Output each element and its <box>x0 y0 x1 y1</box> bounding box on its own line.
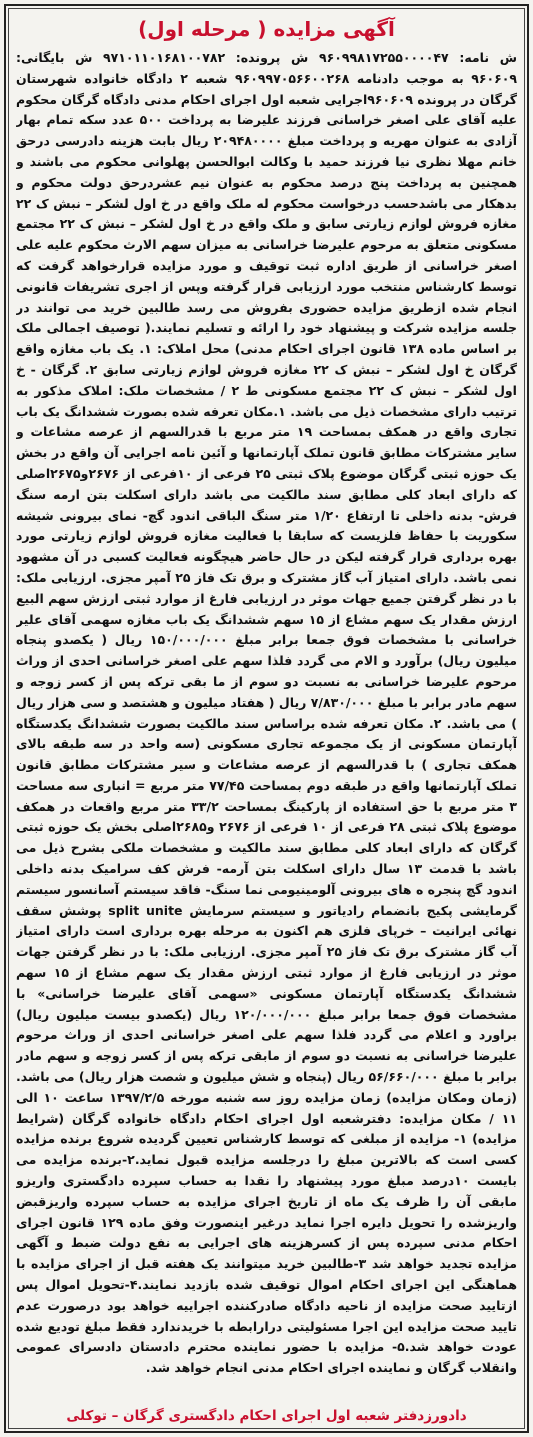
notice-title: آگهی مزایده ( مرحله اول) <box>138 17 395 41</box>
notice-signature: دادورزدفتر شعبه اول اجرای احکام دادگستری گرگان – توکلی <box>66 1408 467 1424</box>
notice-body <box>16 48 517 1396</box>
notice-paragraph: ش نامه: ۹۶۰۹۹۸۱۷۲۵۵۰۰۰۰۴۷ ش پرونده: ۹۷۱۰۱۱۰۱۶۸۱۰۰۷۸۲ ش بایگانی: ۹۶۰۶۰۹ به موجب دادنامه ۹۶۰۹۹۷۰۵۶۶۰۰۲۶۸ شعبه ۲ دادگاه خانواده شهرستان گرگان در پرونده ۹۶۰۶۰۹اجرایی شعبه اول اجرای احکام مدنی دادگاه گرگان محکوم علیه آقای علی اصغر خراسانی فرزند علیرضا به پرداخت ۵۰۰ عدد سکه تمام بهار آزادی به عنوان مهریه و پرداخت مبلغ ۲۰۹۴۸۰۰۰۰ ریال بابت هزینه دادرسی درحق خانم مهلا نظری نیا فرزند حمید با وکالت ابوالحسن پهلوانی محکوم می باشند و همچنین به پرداخت پنج درصد محکوم به عنوان نیم عشردرحق دولت محکوم و بدهکار می باشدحسب درخواست محکوم له ملک واقع در خ اول لشکر – نبش ک ۲۲ مغازه فروش لوازم زیارتی سابق و ملک واقع در خ اول لشکر – نبش ک ۲۲ مجتمع مسکونی متعلق به مرحوم علیرضا خراسانی به میزان سهم الارث محکوم علیه علی اصغر خراسانی از طریق اداره ثبت توقیف و مورد مزایده قرارخواهد گرفت که توسط کارشناس منتخب مورد ارزیابی قرار گرفته وپس از اجری تشریفات قانونی انجام شده ازطریق مزایده حضوری بفروش می رسد طالبین خرید می توانند در جلسه مزایده شرکت و پیشنهاد خود را ارائه و تسلیم نمایند.( توصیف اجمالی ملک بر اساس ماده ۱۳۸ قانون اجرای احکام مدنی) محل املاک: ۱. یک باب مغازه واقع گرگان خ اول لشکر – نبش ک ۲۲ مغازه فروش لوازم زیارتی سابق ۲. گرگان - خ اول لشکر – نبش ک ۲۲ مجتمع مسکونی ط ۲ / مشخصات ملک: املاک مذکور به ترتیب دارای مشخصات ذیل می باشد. ۱.مکان تعرفه شده بصورت ششدانگ یک باب تجاری واقع در همکف بمساحت ۱۹ متر مربع با قدرالسهم از عرصه مشاعات و سایر مشترکات مطابق قانون تملک آپارتمانها و آئین نامه اجرایی آن واقع در بخش یک حوزه ثبتی گرگان موضوع پلاک ثبتی ۲۵ فرعی از ۱۰فرعی از ۲۶۷۶و۲۶۷۵اصلی که دارای ابعاد کلی مطابق سند مالکیت می باشد دارای اسکلت بتن ارمه سنگ فرش- بدنه داخلی تا ارتفاع ۱/۲۰ متر سنگ الباقی اندود گچ- نمای بیرونی شیشه سکوریت با حفاظ فلزیست که سابقا با فعالیت مغازه فروش لوازم زیارتی مورد بهره برداری قرار گرفته لیکن در حال حاضر هیچگونه فعالیت کسبی در آن مشهود نمی باشد. دارای امتیاز آب گاز مشترک و برق تک فاز ۲۵ آمپر مجزی. ارزیابی ملک: با در نظر گرفتن جمیع جهات موثر در ارزیابی فارغ از موارد ثبتی ارزش سهم البیع ارزش مقدار یک سهم مشاع از ۱۵ سهم ششدانگ یک باب مغازه سهمی آقای علیر خراسانی با مشخصات فوق جمعا برابر مبلغ ۱۵۰/۰۰۰/۰۰۰ ریال ( یکصدو پنجاه میلیون ریال) برآورد و الام می گردد فلذا سهم علی اصغر خراسانی احدی از وراث مرحوم علیرضا خراسانی به نسبت دو سوم از ما بقی ترکه پس از کسر زوجه و سهم مادر برابر با مبلغ ۷/۸۳۰/۰۰۰ ریال ( هفتاد میلیون و هشتصد و سی هزار ریال ) می باشد. ۲. مکان تعرفه شده براساس سند مالکیت بصورت ششدانگ یکدستگاه آپارتمان مسکونی از یک مجموعه تجاری مسکونی (سه واحد در سه طبقه بالای همکف تجاری ) با قدرالسهم از عرصه مشاعات و سیر مشترکات مطابق قانون تملک آپارتمانها واقع در طبقه دوم بمساحت ۷۷/۴۵ متر مربع = انباری سه مساحت ۳ متر مربع با حق استفاده از پارکینگ بمساحت ۳۳/۲ متر مربع واقعات در همکف موضوع پلاک ثبتی ۲۸ فرعی از ۱۰ فرعی از ۲۶۷۶ و۲۶۸۵اصلی بخش یک حوزه ثبتی گرگان که دارای ابعاد کلی مطابق سند مالکیت و مشخصات ملکی بشرح ذیل می باشد با قدمت ۱۳ سال دارای اسکلت بتن آرمه- فرش کف سرامیک بدنه داخلی اندود گچ پنجره ه های بیرونی آلومینیومی نما سنگ- فاقد سیستم آسانسور سیستم گرمایشی پکیج بانضمام رادیاتور و سیستم سرمایش split unite پوشش سقف نهائی ایرانیت – خرپای فلزی هم اکنون به مرحله بهره برداری است دارای امتیاز آب گاز مشترک برق تک فاز ۲۵ آمپر مجزی. ارزیابی ملک: با در نظر گرفتن جهات موثر در ارزیابی فارغ از موارد ثبتی ارزش مقدار یک سهم مشاع از ۱۵ سهم ششدانگ یکدستگاه آپارتمان مسکونی «سهمی آقای علیرضا خراسانی» با مشخصات فوق جمعا برابر مبلغ ۱۲۰/۰۰۰/۰۰۰ ریال (یکصدو بیست میلیون ریال) براورد و اعلام می گردد فلذا سهم علی اصغر خراسانی احدی از وراث مرحوم علیرضا خراسانی به نسبت دو سوم از مابقی ترکه پس از کسر زوجه و سهم مادر برابر با مبلغ ۵۶/۶۶۰/۰۰۰ ریال (پنجاه و شش میلیون و شصت هزار ریال) می باشد.(زمان ومکان مزایده) زمان مزایده روز سه شنبه مورخه ۱۳۹۷/۲/۵ ساعت ۱۰ الی ۱۱ / مکان مزایده: دفترشعبه اول اجرای احکام دادگاه خانواده گرگان (شرایط مزایده) ۱- مزایده از مبلغی که توسط کارشناس تعیین گردیده شروع برنده مزایده کسی است که بالاترین مبلغ را درجلسه مزایده قبول نماید.۲-برنده مزایده می بایست ۱۰درصد مبلغ مورد پیشنهاد را نقدا به حساب سپرده دادگستری واریزو مابقی آن را ظرف یک ماه از تاریخ اجرای مزایده به حساب سپرده واریزقبض واریزشده را تحویل دایره اجرا نماید درغیر اینصورت وفق ماده ۱۲۹ قانون اجرای احکام مدنی سپرده پس از کسرهزینه های اجرایی به نفع دولت ضبط و آگهی مزایده تجدید خواهد شد ۳-طالبین خرید میتوانند یک هفته قبل از اجرای مزایده با هماهنگی این اجرای احکام اموال توقیف شده بازدید نمایند.۴-تحویل اموال پس ازتایید صحت مزایده از ناحیه دادگاه صادرکننده اجراییه خواهد بود درصورت عدم تایید صحت مزایده این اجرا مسئولیتی درارابطه با خریدندارد فقط مبلغ تودیع شده عودت خواهد شد.۵- مزایده با حضور نماینده محترم دادستان دادسرای عمومی وانقلاب گرگان و نماینده اجرای احکام مدنی انجام خواهد شد. <box>16 50 517 1376</box>
